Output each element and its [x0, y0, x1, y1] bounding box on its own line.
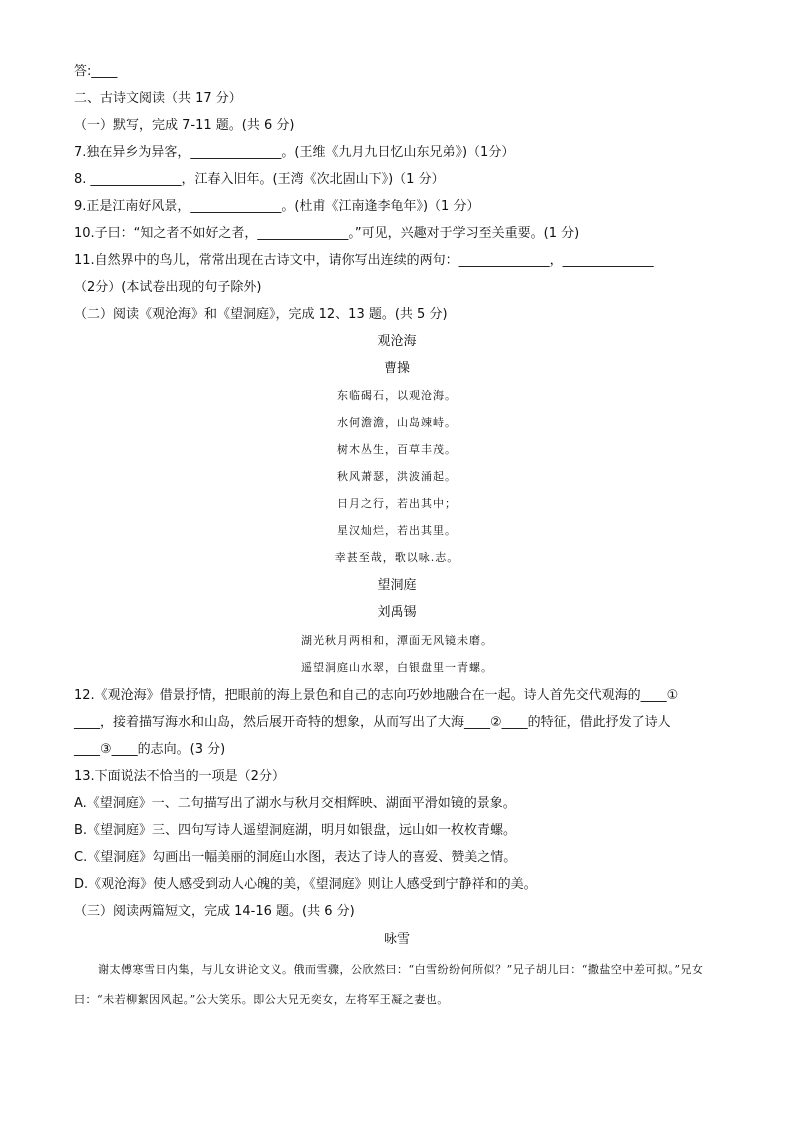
poem1-line: 星汉灿烂，若出其里。 [337, 524, 457, 537]
question-13: 13.下面说法不恰当的一项是（2分） [74, 769, 285, 784]
section-heading: 二、古诗文阅读（共 17 分） [74, 91, 242, 106]
question-12: 12.《观沧海》借景抒情，把眼前的海上景色和自己的志向巧妙地融合在一起。诗人首先交代观海的____① [74, 688, 679, 703]
poem2-line: 遥望洞庭山水翠，白银盘里一青螺。 [301, 661, 493, 674]
option-c: C.《望洞庭》勾画出一幅美丽的洞庭山水图，表达了诗人的喜爱、赞美之情。 [74, 850, 517, 865]
poem2-title: 望洞庭 [377, 578, 417, 593]
poem1-author: 曹操 [383, 361, 410, 376]
question-11: 11.自然界中的鸟儿，常常出现在古诗文中，请你写出连续的两句：______________，______________ [74, 253, 654, 268]
question-8: 8. ______________，江春入旧年。(王湾《次北固山下》)（1 分） [74, 172, 445, 187]
option-b: B.《望洞庭》三、四句写诗人遥望洞庭湖，明月如银盘，远山如一枚枚青螺。 [74, 823, 517, 838]
question-12-cont: ____，接着描写海水和山岛，然后展开奇特的想象，从而写出了大海____②____的特征，借此抒发了诗人 [74, 715, 671, 730]
part1-heading: （一）默写，完成 7-11 题。(共 6 分) [74, 118, 295, 133]
poem1-line: 幸甚至哉，歌以咏.志。 [334, 551, 460, 564]
question-10: 10.子曰：“知之者不如好之者，______________。”可见，兴趣对于学习至关重要。(1 分) [74, 226, 580, 241]
part2-heading: （二）阅读《观沧海》和《望洞庭》，完成 12、13 题。(共 5 分) [74, 307, 448, 322]
option-d: D.《观沧海》使人感受到动人心魄的美，《望洞庭》则让人感受到宁静祥和的美。 [74, 877, 537, 892]
poem1-line: 树木丛生，百草丰茂。 [337, 443, 457, 456]
question-12-cont: ____③____的志向。(3 分) [74, 742, 226, 757]
option-a: A.《望洞庭》一、二句描写出了湖水与秋月交相辉映、湖面平滑如镜的景象。 [74, 796, 516, 811]
part3-heading: （三）阅读两篇短文，完成 14-16 题。(共 6 分) [74, 904, 355, 919]
question-11-points: （2分）(本试卷出现的句子除外) [74, 280, 262, 295]
poem2-author: 刘禹锡 [377, 605, 417, 620]
question-9: 9.正是江南好风景，______________。(杜甫《江南逢李龟年》)（1 分） [74, 199, 480, 214]
text-title: 咏雪 [383, 932, 410, 947]
text-body: 谢太傅寒雪日内集，与儿女讲论文义。俄而雪骤，公欣然曰：“白雪纷纷何所似？”兄子胡儿曰：“撒盐空中差可拟。”兄女曰：“未若柳絮因风起。”公大笑乐。即公大兄无奕女，左将军王凝之妻也。 [74, 963, 704, 1006]
poem1-line: 秋风萧瑟，洪波涌起。 [337, 470, 457, 483]
poem2-line: 湖光秋月两相和，潭面无风镜未磨。 [301, 634, 493, 647]
question-7: 7.独在异乡为异客，______________。(王维《九月九日忆山东兄弟》)（1分） [74, 145, 515, 160]
poem1-line: 水何澹澹，山岛竦峙。 [337, 416, 457, 429]
poem1-title: 观沧海 [377, 334, 417, 349]
answer-line: 答:____ [74, 64, 118, 79]
poem1-line: 日月之行，若出其中； [337, 497, 457, 510]
poem1-line: 东临碣石，以观沧海。 [337, 389, 457, 402]
